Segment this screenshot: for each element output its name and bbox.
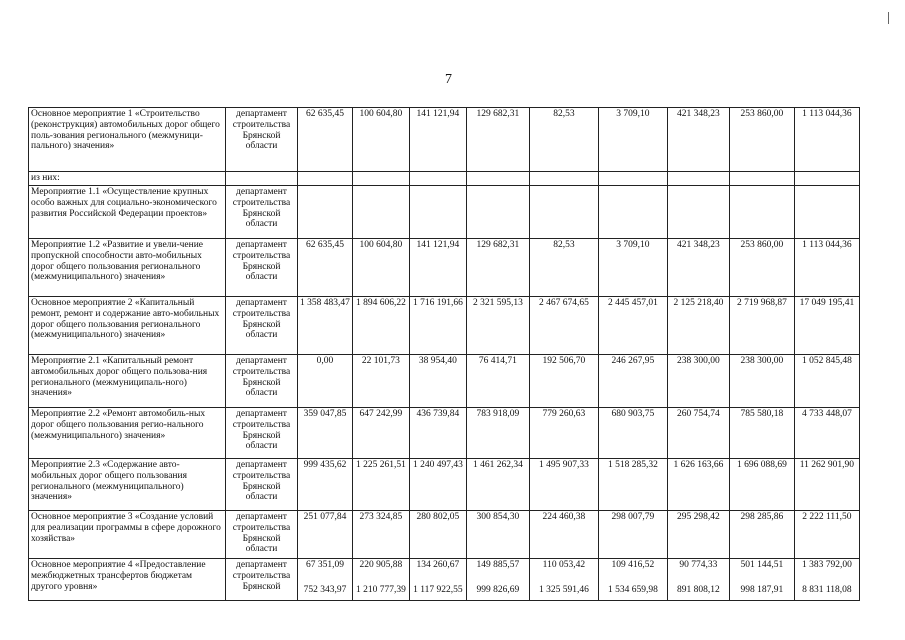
executor-cell: департамент строительства Брянской области [226, 408, 298, 459]
amount-value-second: 8 831 118,08 [802, 584, 852, 595]
amount-cell: 2 125 218,40 [667, 297, 729, 355]
amount-cell [298, 172, 353, 186]
amount-cell: 38 954,40 [409, 355, 466, 408]
amount-cell: 253 860,00 [729, 108, 794, 172]
scan-edge-mark [888, 12, 889, 24]
amount-cell: 3 709,10 [598, 108, 667, 172]
amount-cell: 298 285,86 [729, 511, 794, 559]
amount-cell [298, 186, 353, 239]
amount-cell: 300 854,30 [466, 511, 529, 559]
table-row [29, 186, 860, 239]
amount-cell: 2 719 968,87 [729, 297, 794, 355]
amount-cell: 62 635,45 [298, 108, 353, 172]
measure-name-cell: Основное мероприятие 3 «Создание условий для реализации программы в сфере дорожного хозяйства» [29, 511, 226, 559]
amount-cell [598, 559, 667, 601]
amount-value-second: 752 343,97 [303, 584, 347, 595]
amount-value: 220 905,88 [359, 560, 403, 570]
amount-cell [409, 172, 466, 186]
executor-cell: департамент строительства Брянской [226, 559, 298, 601]
table-row [29, 459, 860, 511]
amount-cell [794, 186, 859, 239]
amount-value-second: 1 325 591,46 [538, 584, 589, 595]
amount-cell [466, 172, 529, 186]
amount-cell: 359 047,85 [298, 408, 353, 459]
amount-value: 110 053,42 [542, 560, 586, 570]
amount-value-second: 891 808,12 [677, 584, 720, 595]
amount-cell: 129 682,31 [466, 239, 529, 297]
amount-cell: 100 604,80 [352, 108, 409, 172]
amount-cell: 1 358 483,47 [298, 297, 353, 355]
amount-cell: 2 445 457,01 [598, 297, 667, 355]
amount-value-second: 998 187,91 [740, 584, 784, 595]
amount-cell: 82,53 [529, 108, 598, 172]
amount-cell [667, 186, 729, 239]
amount-cell: 141 121,94 [409, 108, 466, 172]
amount-cell [466, 186, 529, 239]
amount-cell: 62 635,45 [298, 239, 353, 297]
amount-cell: 779 260,63 [529, 408, 598, 459]
amount-cell: 11 262 901,90 [794, 459, 859, 511]
amount-cell: 1 716 191,66 [409, 297, 466, 355]
table-row [29, 408, 860, 459]
amount-cell: 22 101,73 [352, 355, 409, 408]
amount-cell [529, 559, 598, 601]
amount-value-second: 1 534 659,98 [607, 584, 658, 595]
measure-name-cell: Основное мероприятие 1 «Строительство (реконструкция) автомобильных дорог общего поль-зования регионального (межмуници-пального) значения» [29, 108, 226, 172]
amount-cell: 253 860,00 [729, 239, 794, 297]
amount-cell: 246 267,95 [598, 355, 667, 408]
executor-cell [226, 172, 298, 186]
amount-cell: 224 460,38 [529, 511, 598, 559]
amount-cell: 4 733 448,07 [794, 408, 859, 459]
amount-cell [794, 172, 859, 186]
amount-cell: 1 225 261,51 [352, 459, 409, 511]
amount-cell: 295 298,42 [667, 511, 729, 559]
measure-name-cell: из них: [29, 172, 226, 186]
amount-cell: 1 113 044,36 [794, 239, 859, 297]
amount-cell [529, 186, 598, 239]
amount-cell: 82,53 [529, 239, 598, 297]
executor-cell: департамент строительства Брянской области [226, 355, 298, 408]
table-row [29, 355, 860, 408]
executor-cell: департамент строительства Брянской области [226, 239, 298, 297]
executor-cell: департамент строительства Брянской области [226, 459, 298, 511]
amount-value-second: 999 826,69 [476, 584, 520, 595]
amount-cell: 783 918,09 [466, 408, 529, 459]
executor-cell: департамент строительства Брянской области [226, 297, 298, 355]
amount-cell: 1 461 262,34 [466, 459, 529, 511]
program-table [28, 107, 860, 601]
measure-name-cell: Мероприятие 1.1 «Осуществление крупных особо важных для социально-экономического развития Российской Федерации проектов» [29, 186, 226, 239]
amount-cell: 298 007,79 [598, 511, 667, 559]
amount-cell: 0,00 [298, 355, 353, 408]
amount-cell: 238 300,00 [729, 355, 794, 408]
amount-cell [667, 559, 729, 601]
amount-cell [409, 559, 466, 601]
amount-cell: 273 324,85 [352, 511, 409, 559]
amount-cell: 436 739,84 [409, 408, 466, 459]
amount-cell: 280 802,05 [409, 511, 466, 559]
amount-cell: 1 894 606,22 [352, 297, 409, 355]
amount-cell: 2 321 595,13 [466, 297, 529, 355]
amount-cell: 421 348,23 [667, 239, 729, 297]
amount-cell: 260 754,74 [667, 408, 729, 459]
amount-value: 67 351,09 [305, 560, 344, 570]
executor-cell: департамент строительства Брянской области [226, 511, 298, 559]
amount-cell: 647 242,99 [352, 408, 409, 459]
executor-cell: департамент строительства Брянской области [226, 108, 298, 172]
amount-cell: 192 506,70 [529, 355, 598, 408]
amount-cell: 238 300,00 [667, 355, 729, 408]
amount-value-second: 1 117 922,55 [413, 584, 463, 595]
amount-cell: 1 696 088,69 [729, 459, 794, 511]
table-row [29, 559, 860, 601]
amount-value: 90 774,33 [679, 560, 718, 570]
amount-cell: 100 604,80 [352, 239, 409, 297]
amount-cell: 785 580,18 [729, 408, 794, 459]
amount-cell [598, 172, 667, 186]
amount-value: 501 144,51 [740, 560, 784, 570]
amount-cell [729, 172, 794, 186]
amount-cell: 1 240 497,43 [409, 459, 466, 511]
amount-cell: 17 049 195,41 [794, 297, 859, 355]
amount-cell [352, 186, 409, 239]
amount-value-second: 1 210 777,39 [355, 584, 406, 595]
amount-cell: 2 467 674,65 [529, 297, 598, 355]
amount-cell: 421 348,23 [667, 108, 729, 172]
amount-cell: 999 435,62 [298, 459, 353, 511]
table-row [29, 239, 860, 297]
amount-cell [729, 186, 794, 239]
measure-name-cell: Мероприятие 2.1 «Капитальный ремонт автомобильных дорог общего пользова-ния регионального (межмуниципаль-ного) значения» [29, 355, 226, 408]
amount-cell: 1 495 907,33 [529, 459, 598, 511]
amount-cell [794, 559, 859, 601]
amount-cell: 1 518 285,32 [598, 459, 667, 511]
amount-cell: 141 121,94 [409, 239, 466, 297]
amount-value: 134 260,67 [416, 560, 460, 570]
amount-cell: 3 709,10 [598, 239, 667, 297]
amount-cell [667, 172, 729, 186]
amount-value: 1 383 792,00 [801, 560, 852, 570]
executor-cell: департамент строительства Брянской области [226, 186, 298, 239]
page-number: 7 [445, 72, 452, 87]
amount-cell [298, 559, 353, 601]
amount-cell [352, 172, 409, 186]
amount-cell [598, 186, 667, 239]
amount-cell: 251 077,84 [298, 511, 353, 559]
amount-cell: 1 052 845,48 [794, 355, 859, 408]
amount-cell: 2 222 111,50 [794, 511, 859, 559]
table-row [29, 511, 860, 559]
table-row [29, 108, 860, 172]
amount-cell: 76 414,71 [466, 355, 529, 408]
measure-name-cell: Мероприятие 2.3 «Содержание авто-мобильных дорог общего пользования регионального (межмуниципального) значения» [29, 459, 226, 511]
amount-cell: 1 626 163,66 [667, 459, 729, 511]
amount-value: 109 416,52 [611, 560, 655, 570]
measure-name-cell: Мероприятие 1.2 «Развитие и увели-чение пропускной способности авто-мобильных дорог общего пользования регионального (межмуниципального) значения» [29, 239, 226, 297]
amount-cell [529, 172, 598, 186]
amount-cell [466, 559, 529, 601]
measure-name-cell: Основное мероприятие 4 «Предоставление межбюджетных трансфертов бюджетам другого уровня» [29, 559, 226, 601]
amount-cell: 1 113 044,36 [794, 108, 859, 172]
measure-name-cell: Мероприятие 2.2 «Ремонт автомобиль-ных дорог общего пользования регио-нального (межмуниципального) значения» [29, 408, 226, 459]
amount-cell [352, 559, 409, 601]
amount-cell: 129 682,31 [466, 108, 529, 172]
amount-cell [729, 559, 794, 601]
table-row [29, 172, 860, 186]
table-row [29, 297, 860, 355]
amount-value: 149 885,57 [476, 560, 520, 570]
amount-cell [409, 186, 466, 239]
measure-name-cell: Основное мероприятие 2 «Капитальный ремонт, ремонт и содержание авто-мобильных дорог общего пользования регионального (межмуниципального) значения» [29, 297, 226, 355]
amount-cell: 680 903,75 [598, 408, 667, 459]
